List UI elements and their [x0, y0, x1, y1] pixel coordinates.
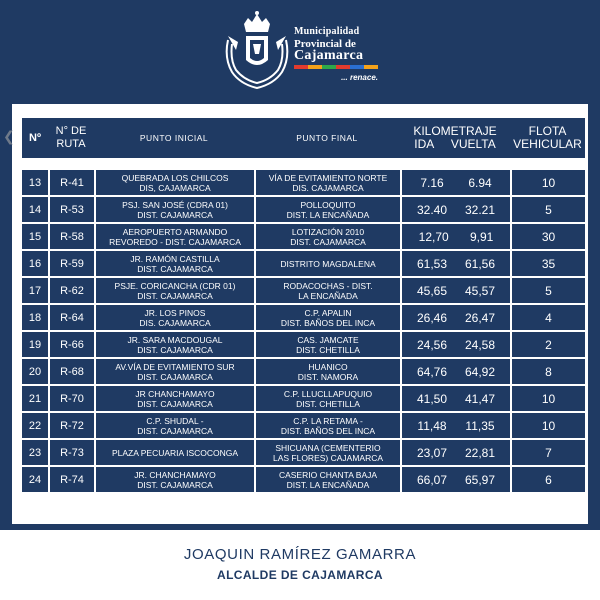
- cell-flota: 7: [510, 438, 585, 465]
- cell-ida: 26,46: [416, 310, 448, 325]
- cell-flota: 8: [510, 357, 585, 384]
- cell-punto-final: CAS. JAMCATE DIST. CHETILLA: [254, 330, 400, 357]
- cell-punto-final: C.P. LA RETAMA - DIST. BAÑOS DEL INCA: [254, 411, 400, 438]
- cell-n: 18: [22, 303, 48, 330]
- cell-flota: 10: [510, 384, 585, 411]
- table-row: [22, 330, 585, 357]
- cell-punto-final: RODACOCHAS - DIST. LA ENCAÑADA: [254, 276, 400, 303]
- cell-ida: 61,53: [416, 256, 448, 271]
- chevron-left-icon[interactable]: ❮: [3, 128, 15, 144]
- cell-punto-final: POLLOQUITO DIST. LA ENCAÑADA: [254, 195, 400, 222]
- cell-ruta: R-62: [48, 276, 94, 303]
- cell-punto-final: HUANICO DIST. NAMORA: [254, 357, 400, 384]
- header-kilometraje: KILOMETRAJE IDA VUELTA: [400, 118, 510, 158]
- cell-ruta: R-64: [48, 303, 94, 330]
- cell-ida: 11,48: [417, 418, 447, 433]
- mayor-name: JOAQUIN RAMÍREZ GAMARRA: [183, 546, 417, 563]
- logo-wordmark: [294, 26, 384, 84]
- cell-vuelta: 22,81: [464, 445, 496, 460]
- logo-line-municipalidad: Municipalidad: [294, 26, 360, 37]
- municipality-logo: [222, 10, 382, 92]
- cell-punto-inicial: PSJE. CORICANCHA (CDR 01) DIST. CAJAMARCA: [94, 276, 254, 303]
- cell-ida: 23,07: [416, 445, 448, 460]
- cell-ida: 7.16: [420, 175, 444, 190]
- cell-ruta: R-74: [48, 465, 94, 492]
- cell-punto-inicial: JR. CHANCHAMAYO DIST. CAJAMARCA: [94, 465, 254, 492]
- cell-vuelta: 24,58: [464, 337, 496, 352]
- logo-color-bar: [294, 65, 378, 69]
- color-swatch: [308, 65, 322, 69]
- cell-ida: 32.40: [416, 202, 448, 217]
- logo-tagline: ... renace.: [341, 73, 378, 82]
- header-gap: [22, 158, 585, 168]
- logo-line-provincial: Provincial de: [294, 38, 356, 50]
- cell-ida: 41,50: [416, 391, 448, 406]
- cell-kilometraje: [400, 168, 510, 195]
- cell-ida: 12,70: [418, 229, 449, 244]
- cell-kilometraje: [400, 384, 510, 411]
- cell-kilometraje: [400, 330, 510, 357]
- routes-table: [22, 118, 585, 492]
- cell-n: 16: [22, 249, 48, 276]
- cell-ruta: R-58: [48, 222, 94, 249]
- cell-flota: 10: [510, 411, 585, 438]
- cell-punto-final: C.P. LLUCLLAPUQUIO DIST. CHETILLA: [254, 384, 400, 411]
- cell-kilometraje: [400, 222, 510, 249]
- cell-ruta: R-72: [48, 411, 94, 438]
- cell-vuelta: 9,91: [469, 229, 494, 244]
- cell-flota: 5: [510, 276, 585, 303]
- cell-punto-inicial: JR. SARA MACDOUGAL DIST. CAJAMARCA: [94, 330, 254, 357]
- cell-ruta: R-59: [48, 249, 94, 276]
- cell-ruta: R-70: [48, 384, 94, 411]
- mayor-title: ALCALDE DE CAJAMARCA: [217, 568, 383, 582]
- cell-vuelta: 64,92: [464, 364, 496, 379]
- cell-kilometraje: [400, 249, 510, 276]
- cell-kilometraje: [400, 438, 510, 465]
- cell-n: 23: [22, 438, 48, 465]
- cell-flota: 5: [510, 195, 585, 222]
- table-row: [22, 222, 585, 249]
- table-row: [22, 303, 585, 330]
- cell-ruta: R-53: [48, 195, 94, 222]
- cell-n: 13: [22, 168, 48, 195]
- table-row: [22, 276, 585, 303]
- cell-kilometraje: [400, 411, 510, 438]
- cell-vuelta: 32.21: [464, 202, 496, 217]
- color-swatch: [294, 65, 308, 69]
- cell-punto-inicial: JR. RAMÓN CASTILLA DIST. CAJAMARCA: [94, 249, 254, 276]
- cell-flota: 4: [510, 303, 585, 330]
- cell-punto-inicial: JR. LOS PINOS DIS. CAJAMARCA: [94, 303, 254, 330]
- cell-kilometraje: [400, 465, 510, 492]
- cell-kilometraje: [400, 303, 510, 330]
- cell-ida: 64,76: [416, 364, 448, 379]
- logo-line-cajamarca: Cajamarca: [294, 48, 364, 63]
- cell-kilometraje: [400, 357, 510, 384]
- table-row: [22, 438, 585, 465]
- cell-vuelta: 26,47: [464, 310, 496, 325]
- cell-ruta: R-73: [48, 438, 94, 465]
- table-row: [22, 249, 585, 276]
- cell-ruta: R-68: [48, 357, 94, 384]
- table-row: [22, 357, 585, 384]
- cell-punto-final: VÍA DE EVITAMIENTO NORTE DIS. CAJAMARCA: [254, 168, 400, 195]
- cell-flota: 6: [510, 465, 585, 492]
- cell-punto-inicial: PLAZA PECUARIA ISCOCONGA: [94, 438, 254, 465]
- cell-n: 22: [22, 411, 48, 438]
- color-swatch: [364, 65, 378, 69]
- color-swatch: [336, 65, 350, 69]
- cell-punto-final: LOTIZACIÓN 2010 DIST. CAJAMARCA: [254, 222, 400, 249]
- table-row: [22, 168, 585, 195]
- cell-punto-inicial: QUEBRADA LOS CHILCOS DIS, CAJAMARCA: [94, 168, 254, 195]
- cell-ruta: R-66: [48, 330, 94, 357]
- cell-n: 24: [22, 465, 48, 492]
- color-swatch: [350, 65, 364, 69]
- color-swatch: [322, 65, 336, 69]
- cell-punto-final: SHICUANA (CEMENTERIO LAS FLORES) CAJAMARCA: [254, 438, 400, 465]
- cell-punto-final: C.P. APALIN DIST. BAÑOS DEL INCA: [254, 303, 400, 330]
- cell-vuelta: 6.94: [468, 175, 492, 190]
- cell-punto-inicial: JR CHANCHAMAYO DIST. CAJAMARCA: [94, 384, 254, 411]
- header-punto-final: PUNTO FINAL: [254, 118, 400, 158]
- table-header-row: [22, 118, 585, 158]
- cell-flota: 2: [510, 330, 585, 357]
- cell-n: 17: [22, 276, 48, 303]
- cell-vuelta: 41,47: [464, 391, 496, 406]
- cell-kilometraje: [400, 276, 510, 303]
- cell-punto-final: DISTRITO MAGDALENA: [254, 249, 400, 276]
- cell-vuelta: 11,35: [465, 418, 495, 433]
- coat-of-arms-icon: [222, 10, 292, 92]
- cell-n: 21: [22, 384, 48, 411]
- cell-n: 20: [22, 357, 48, 384]
- cell-punto-final: CASERIO CHANTA BAJA DIST. LA ENCAÑADA: [254, 465, 400, 492]
- header-ruta: N° DE RUTA: [48, 118, 94, 158]
- cell-flota: 10: [510, 168, 585, 195]
- table-row: [22, 384, 585, 411]
- cell-n: 14: [22, 195, 48, 222]
- header-flota: FLOTA VEHICULAR: [510, 118, 585, 158]
- cell-ida: 24,56: [416, 337, 448, 352]
- table-row: [22, 195, 585, 222]
- cell-punto-inicial: PSJ. SAN JOSÉ (CDRA 01) DIST. CAJAMARCA: [94, 195, 254, 222]
- cell-punto-inicial: C.P. SHUDAL - DIST. CAJAMARCA: [94, 411, 254, 438]
- cell-kilometraje: [400, 195, 510, 222]
- cell-vuelta: 61,56: [464, 256, 496, 271]
- table-row: [22, 465, 585, 492]
- header-punto-inicial: PUNTO INICIAL: [94, 118, 254, 158]
- table-row: [22, 411, 585, 438]
- cell-ida: 45,65: [416, 283, 448, 298]
- cell-n: 19: [22, 330, 48, 357]
- cell-vuelta: 45,57: [464, 283, 496, 298]
- cell-punto-inicial: AV.VÍA DE EVITAMIENTO SUR DIST. CAJAMARCA: [94, 357, 254, 384]
- cell-punto-inicial: AEROPUERTO ARMANDO REVOREDO - DIST. CAJAMARCA: [94, 222, 254, 249]
- cell-n: 15: [22, 222, 48, 249]
- cell-flota: 35: [510, 249, 585, 276]
- header-n: Nº: [22, 118, 48, 158]
- cell-ruta: R-41: [48, 168, 94, 195]
- cell-ida: 66,07: [416, 472, 448, 487]
- cell-vuelta: 65,97: [464, 472, 496, 487]
- cell-flota: 30: [510, 222, 585, 249]
